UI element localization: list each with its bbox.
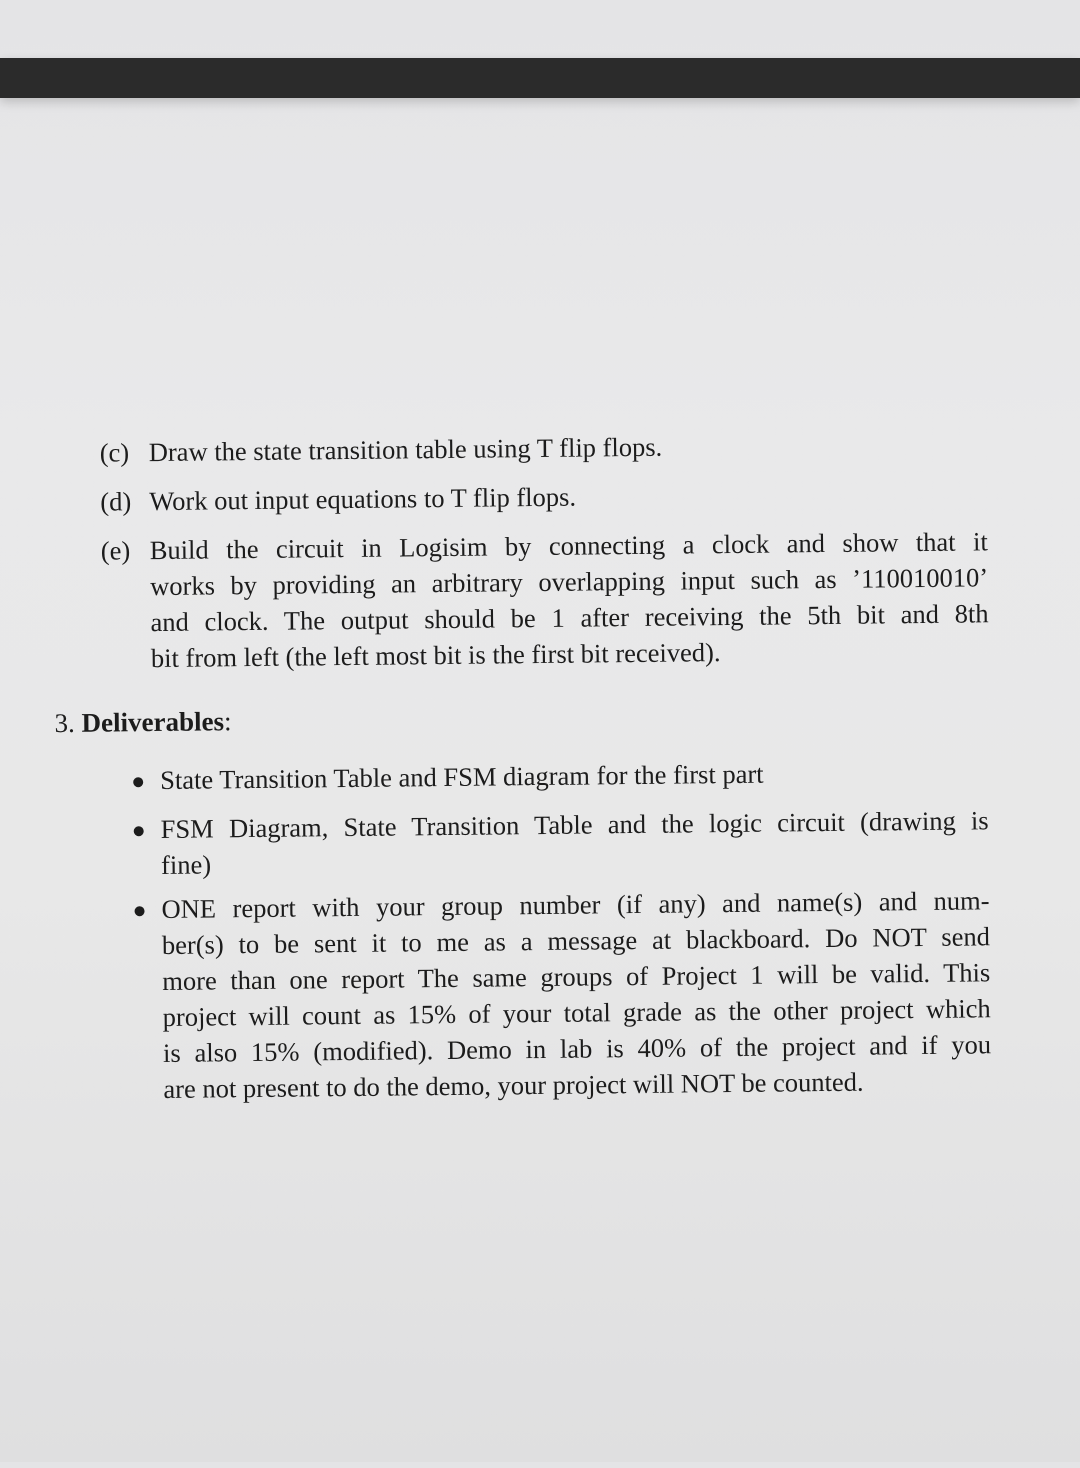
part-e-line: Build the circuit in Logisim by connecting a clock and show that it	[149, 526, 988, 566]
bullet-icon	[134, 826, 144, 836]
deliverable-line: ber(s) to be sent it to me as a message at blackboard. Do NOT send	[161, 921, 991, 960]
deliverable-line: are not present to do the demo, your project will NOT be counted.	[163, 1066, 864, 1104]
part-d-label: (d)	[100, 486, 132, 517]
part-d-text: Work out input equations to T flip flops.	[149, 481, 577, 517]
section-title: Deliverables	[81, 706, 225, 738]
part-c-text: Draw the state transition table using T flip flops.	[148, 431, 663, 468]
deliverable-line: project will count as 15% of your total grade as the other project which	[162, 993, 991, 1032]
deliverable-line: more than one report The same groups of Project 1 will be valid. This	[162, 957, 991, 996]
section-colon: :	[223, 706, 232, 737]
deliverable-line: State Transition Table and FSM diagram for the first part	[160, 758, 764, 795]
part-e-line: and clock. The output should be 1 after receiving the 5th bit and 8th	[150, 598, 989, 638]
part-c-label: (c)	[99, 437, 130, 468]
part-e-label: (e)	[100, 535, 131, 566]
part-c	[0, 0, 1072, 468]
deliverable-line: fine)	[160, 849, 212, 880]
deliverable-line: FSM Diagram, State Transition Table and the logic circuit (drawing is	[160, 805, 989, 844]
deliverable-line: is also 15% (modified). Demo in lab is 40% of the project and if you	[162, 1029, 992, 1068]
bullet-icon	[133, 777, 143, 787]
section-number: 3.	[54, 707, 75, 739]
part-e-line: bit from left (the left most bit is the first bit received).	[150, 637, 721, 674]
part-e-line: works by providing an arbitrary overlapping input such as ’110010010’	[150, 562, 989, 602]
deliverables-heading	[54, 704, 231, 740]
deliverable-line: ONE report with your group number (if any) and name(s) and num-	[161, 885, 990, 924]
bullet-icon	[135, 906, 145, 916]
